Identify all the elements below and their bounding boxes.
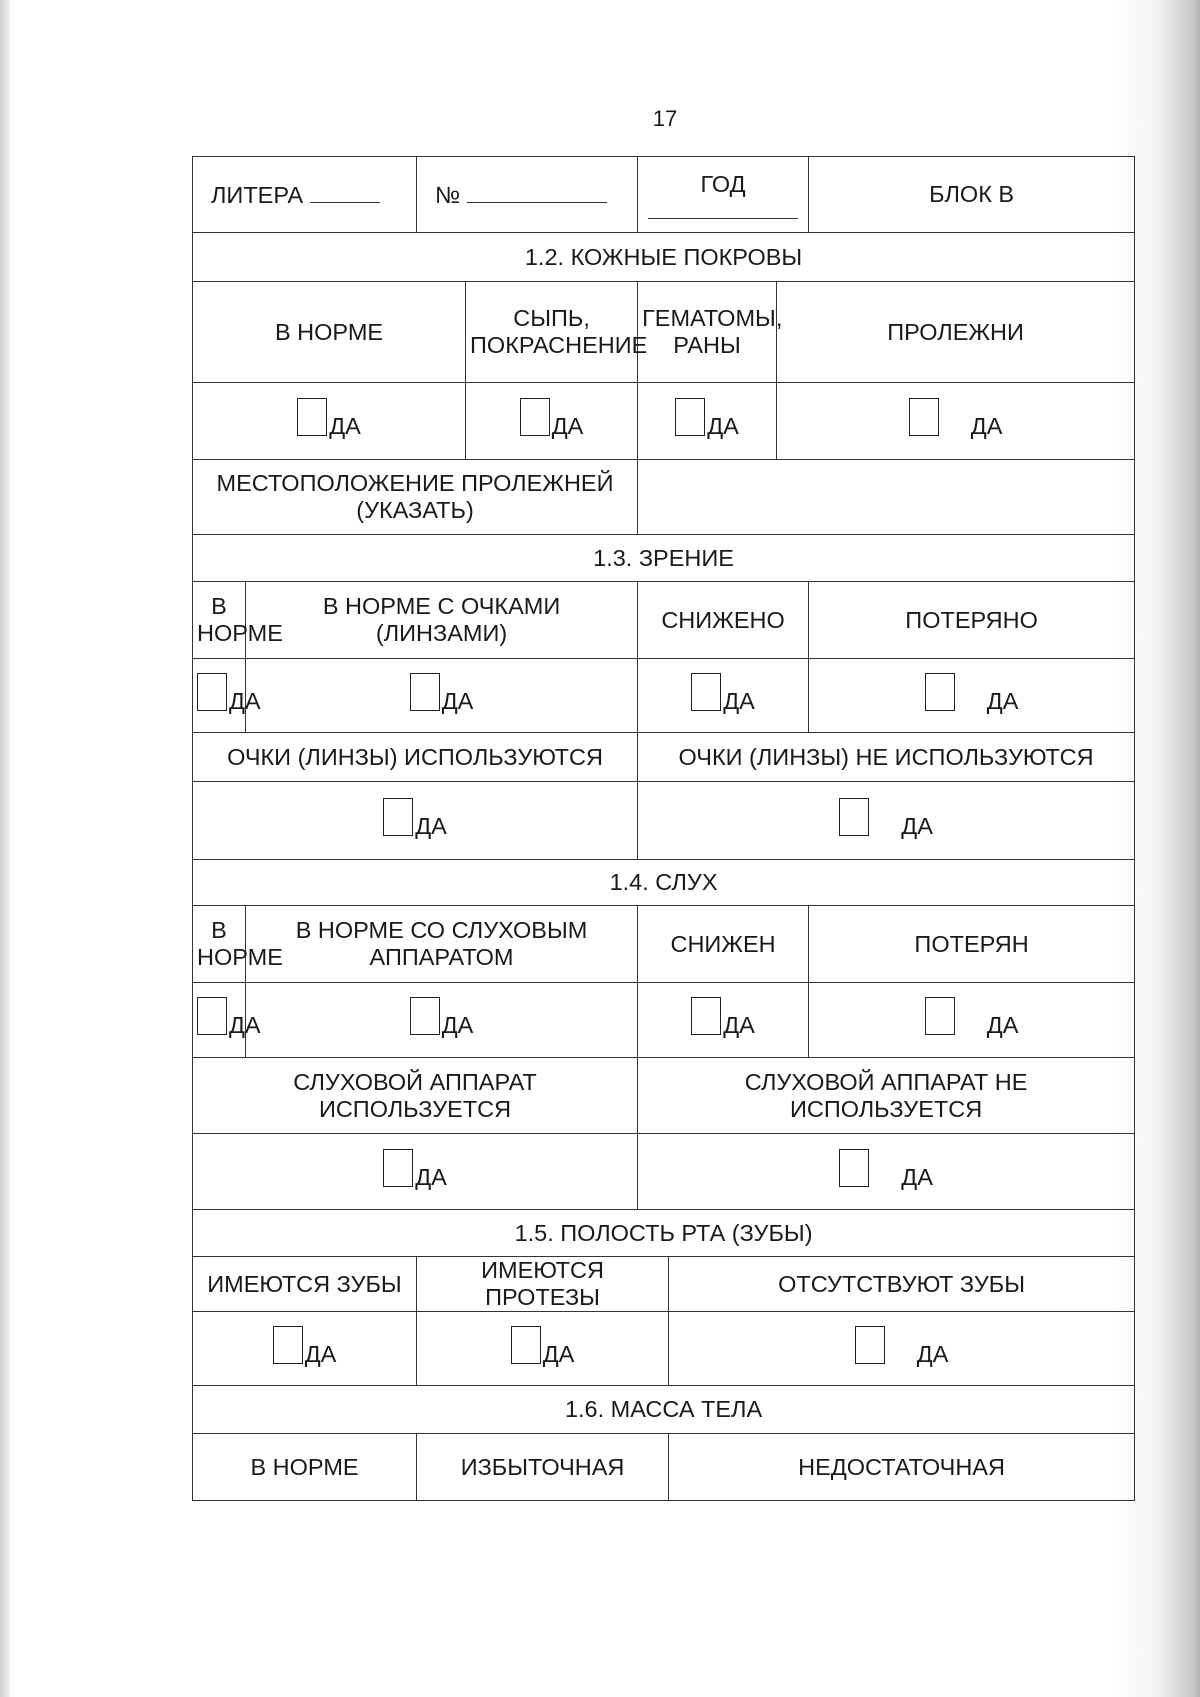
bedsore-location-label: МЕСТОПОЛОЖЕНИЕ ПРОЛЕЖНЕЙ (УКАЗАТЬ) bbox=[193, 460, 638, 535]
hearing-lost-cell bbox=[809, 983, 1135, 1058]
vision-lost-cell bbox=[809, 659, 1135, 733]
hearing-columns-row bbox=[193, 906, 1135, 983]
block-label: БЛОК В bbox=[929, 181, 1015, 207]
glasses-not-used-cell bbox=[638, 782, 1135, 860]
glasses-used-cell bbox=[193, 782, 638, 860]
yes-label: ДА bbox=[441, 1012, 474, 1038]
yes-label: ДА bbox=[415, 812, 447, 839]
number-cell[interactable] bbox=[417, 157, 638, 233]
yes-label: ДА bbox=[723, 687, 755, 714]
vision-col-glasses: В НОРМЕ С ОЧКАМИ (ЛИНЗАМИ) bbox=[246, 582, 638, 659]
yes-label: ДА bbox=[229, 687, 261, 714]
hearing-aid-not-used-label: СЛУХОВОЙ АППАРАТ НЕ ИСПОЛЬЗУЕТСЯ bbox=[638, 1058, 1135, 1134]
section-title-hearing: 1.4. СЛУХ bbox=[193, 860, 1135, 906]
hearing-aid-not-used-cell bbox=[638, 1134, 1135, 1210]
skin-col-bedsores: ПРОЛЕЖНИ bbox=[777, 282, 1135, 383]
yes-label: ДА bbox=[229, 1012, 261, 1038]
skin-checkbox-row bbox=[193, 383, 1135, 460]
hearing-col-aid: В НОРМЕ СО СЛУХОВЫМ АППАРАТОМ bbox=[246, 906, 638, 983]
hearing-normal-cell bbox=[193, 983, 261, 1058]
vision-checkbox-row bbox=[193, 659, 1135, 733]
yes-label: ДА bbox=[986, 1012, 1019, 1038]
year-cell[interactable] bbox=[638, 157, 809, 233]
glasses-usage-checkbox-row bbox=[193, 782, 1135, 860]
mouth-teeth-checkbox[interactable] bbox=[273, 1326, 303, 1364]
vision-col-reduced: СНИЖЕНО bbox=[638, 582, 809, 659]
glasses-used-checkbox[interactable] bbox=[383, 798, 413, 836]
mouth-columns-row bbox=[193, 1257, 1135, 1312]
skin-columns-row bbox=[193, 282, 1135, 383]
vision-columns-row bbox=[193, 582, 1135, 659]
skin-normal-cell bbox=[193, 383, 466, 460]
skin-col-normal: В НОРМЕ bbox=[193, 282, 466, 383]
vision-col-lost: ПОТЕРЯНО bbox=[809, 582, 1135, 659]
page-number: 17 bbox=[652, 106, 678, 131]
hearing-reduced-cell bbox=[638, 983, 809, 1058]
yes-label: ДА bbox=[415, 1163, 447, 1190]
hearing-reduced-checkbox[interactable] bbox=[691, 997, 721, 1035]
section-title-skin: 1.2. КОЖНЫЕ ПОКРОВЫ bbox=[193, 233, 1135, 282]
litera-cell[interactable] bbox=[193, 157, 417, 233]
skin-rash-checkbox[interactable] bbox=[520, 398, 550, 436]
vision-normal-checkbox[interactable] bbox=[197, 673, 227, 711]
yes-label: ДА bbox=[970, 413, 1003, 439]
mouth-col-dentures: ИМЕЮТСЯ ПРОТЕЗЫ bbox=[417, 1257, 669, 1312]
yes-label: ДА bbox=[707, 413, 739, 439]
scan-left-edge bbox=[0, 0, 10, 1697]
yes-label: ДА bbox=[304, 1340, 337, 1367]
hearing-lost-checkbox[interactable] bbox=[925, 997, 955, 1035]
yes-label: ДА bbox=[986, 687, 1019, 714]
year-label: ГОД bbox=[700, 170, 746, 197]
mouth-col-teeth: ИМЕЮТСЯ ЗУБЫ bbox=[193, 1257, 417, 1312]
glasses-usage-row bbox=[193, 733, 1135, 782]
vision-glasses-checkbox[interactable] bbox=[410, 673, 440, 711]
mouth-dentures-cell bbox=[417, 1312, 669, 1386]
hearing-aid-cell bbox=[246, 983, 638, 1058]
yes-label: ДА bbox=[551, 413, 584, 439]
vision-reduced-cell bbox=[638, 659, 809, 733]
vision-col-normal: В НОРМЕ bbox=[193, 582, 246, 659]
block-cell bbox=[809, 157, 1135, 233]
hearing-aid-usage-checkbox-row bbox=[193, 1134, 1135, 1210]
hearing-aid-used-checkbox[interactable] bbox=[383, 1149, 413, 1187]
body-mass-col-excess: ИЗБЫТОЧНАЯ bbox=[417, 1434, 669, 1501]
header-row bbox=[193, 157, 1135, 233]
yes-label: ДА bbox=[901, 1163, 933, 1190]
yes-label: ДА bbox=[329, 413, 361, 439]
mouth-dentures-checkbox[interactable] bbox=[511, 1326, 541, 1364]
hearing-col-lost: ПОТЕРЯН bbox=[809, 906, 1135, 983]
hearing-aid-not-used-checkbox[interactable] bbox=[839, 1149, 869, 1187]
skin-bedsores-cell bbox=[777, 383, 1135, 460]
glasses-not-used-label: ОЧКИ (ЛИНЗЫ) НЕ ИСПОЛЬЗУЮТСЯ bbox=[638, 733, 1135, 782]
yes-label: ДА bbox=[542, 1340, 575, 1367]
mouth-no-teeth-cell bbox=[669, 1312, 1135, 1386]
assessment-form bbox=[192, 156, 1135, 1501]
number-field[interactable] bbox=[467, 180, 607, 203]
skin-col-hematoma: ГЕМАТОМЫ, РАНЫ bbox=[638, 282, 777, 383]
hearing-col-normal: В НОРМЕ bbox=[193, 906, 246, 983]
section-title-mouth: 1.5. ПОЛОСТЬ РТА (ЗУБЫ) bbox=[193, 1210, 1135, 1257]
hearing-normal-checkbox[interactable] bbox=[197, 997, 227, 1035]
hearing-aid-used-cell bbox=[193, 1134, 638, 1210]
number-label: № bbox=[435, 182, 461, 208]
litera-field[interactable] bbox=[310, 180, 380, 203]
mouth-no-teeth-checkbox[interactable] bbox=[855, 1326, 885, 1364]
vision-normal-cell bbox=[193, 659, 261, 733]
yes-label: ДА bbox=[441, 687, 474, 714]
hearing-aid-usage-row bbox=[193, 1058, 1135, 1134]
skin-col-rash: СЫПЬ, ПОКРАСНЕНИЕ bbox=[466, 282, 638, 383]
hearing-aid-checkbox[interactable] bbox=[410, 997, 440, 1035]
litera-label: ЛИТЕРА bbox=[211, 182, 304, 208]
skin-hematoma-cell bbox=[638, 383, 777, 460]
mouth-col-no-teeth: ОТСУТСТВУЮТ ЗУБЫ bbox=[669, 1257, 1135, 1312]
vision-reduced-checkbox[interactable] bbox=[691, 673, 721, 711]
skin-rash-cell bbox=[466, 383, 638, 460]
body-mass-col-insufficient: НЕДОСТАТОЧНАЯ bbox=[669, 1434, 1135, 1501]
hearing-aid-used-label: СЛУХОВОЙ АППАРАТ ИСПОЛЬЗУЕТСЯ bbox=[193, 1058, 638, 1134]
body-mass-col-normal: В НОРМЕ bbox=[193, 1434, 417, 1501]
bedsore-location-row bbox=[193, 460, 1135, 535]
vision-lost-checkbox[interactable] bbox=[925, 673, 955, 711]
skin-bedsores-checkbox[interactable] bbox=[909, 398, 939, 436]
mouth-checkbox-row bbox=[193, 1312, 1135, 1386]
skin-hematoma-checkbox[interactable] bbox=[675, 398, 705, 436]
yes-label: ДА bbox=[723, 1012, 755, 1038]
section-title-vision: 1.3. ЗРЕНИЕ bbox=[193, 535, 1135, 582]
yes-label: ДА bbox=[916, 1340, 949, 1367]
glasses-used-label: ОЧКИ (ЛИНЗЫ) ИСПОЛЬЗУЮТСЯ bbox=[193, 733, 638, 782]
glasses-not-used-checkbox[interactable] bbox=[839, 798, 869, 836]
skin-normal-checkbox[interactable] bbox=[297, 398, 327, 436]
vision-glasses-cell bbox=[246, 659, 638, 733]
mouth-teeth-cell bbox=[193, 1312, 417, 1386]
section-title-body-mass: 1.6. МАССА ТЕЛА bbox=[193, 1386, 1135, 1434]
bedsore-location-field[interactable] bbox=[638, 460, 1135, 535]
year-field[interactable] bbox=[648, 202, 798, 219]
hearing-col-reduced: СНИЖЕН bbox=[638, 906, 809, 983]
hearing-checkbox-row bbox=[193, 983, 1135, 1058]
yes-label: ДА bbox=[901, 812, 933, 839]
body-mass-columns-row bbox=[193, 1434, 1135, 1501]
